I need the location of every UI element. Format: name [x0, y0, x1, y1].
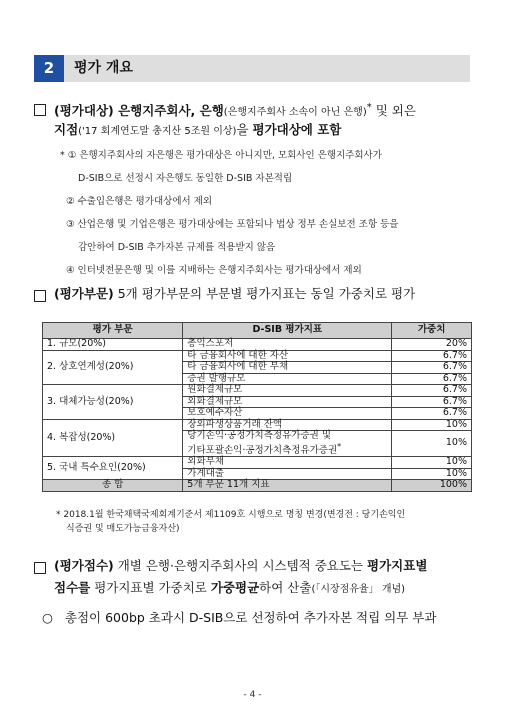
category-cell: 5. 국내 특수요인(20%)	[43, 457, 183, 480]
para-category	[54, 282, 415, 306]
header-indicator: D-SIB 평가지표	[183, 323, 392, 339]
label-category: (평가부문)	[54, 286, 114, 301]
market-share-note: (「시장점유율」 개념)	[311, 584, 406, 595]
total-label: 종 합	[43, 480, 183, 492]
indicator-cell: 증권 발행규모	[183, 373, 392, 385]
weight-cell: 10%	[392, 468, 472, 480]
target-entities: 은행지주회사, 은행	[113, 103, 224, 119]
indicator-cell: 원화결제규모	[183, 385, 392, 397]
total-weight: 100%	[392, 480, 472, 492]
para-threshold	[42, 606, 436, 630]
particle: 을	[236, 122, 253, 137]
category-cell: 1. 규모(20%)	[43, 339, 183, 351]
para-target-line2	[54, 118, 341, 144]
score-emph: 평가지표별	[367, 558, 428, 573]
weighted-avg: 가중평균	[210, 580, 260, 595]
weight-cell: 10%	[392, 419, 472, 431]
circle-bullet: ○	[42, 610, 53, 625]
footnote-mark: *	[337, 441, 342, 451]
footnote-line: * 2018.1월 한국채택국제회계기준서 제1109호 시행으로 명칭 변경(변경전 : 당기손익인	[56, 510, 406, 520]
branch-word: 지점	[54, 122, 79, 137]
note-line: ② 수출입은행은 평가대상에서 제외	[66, 196, 213, 207]
indicator-cell: 보호예수자산	[183, 408, 392, 420]
table-total-row	[43, 480, 472, 492]
weight-cell: 6.7%	[392, 408, 472, 420]
indicator-cell: 타 금융회사에 대한 부채	[183, 362, 392, 374]
score-desc3: 하여 산출	[259, 580, 312, 595]
indicator-cell: 장외파생상품거래 잔액	[183, 419, 392, 431]
label-target: (평가대상)	[54, 103, 114, 119]
table-header-row	[43, 323, 472, 339]
category-cell: 4. 복잡성(20%)	[43, 419, 183, 457]
header-category: 평가 부문	[43, 323, 183, 339]
table-row	[43, 385, 472, 397]
weight-cell: 10%	[392, 431, 472, 457]
weight-cell: 6.7%	[392, 350, 472, 362]
page-number: - 4 -	[243, 690, 262, 700]
note-line: 감안하여 D-SIB 추가자본 규제를 적용받지 않음	[78, 242, 276, 253]
include-target: 평가대상에 포함	[252, 122, 342, 137]
indicator-cell: 총익스포저	[183, 339, 392, 351]
indicator-cell: 외화결제규모	[183, 396, 392, 408]
indicator-cell: 타 금융회사에 대한 자산	[183, 350, 392, 362]
para-score-line2	[54, 576, 405, 602]
section-number: 2	[34, 55, 64, 82]
footnote-mark: *	[366, 102, 372, 113]
table-row	[43, 419, 472, 431]
checkbox-bullet	[34, 104, 46, 116]
note-line: D-SIB으로 선정시 자은행도 동일한 D-SIB 자본적립	[78, 173, 293, 184]
table-row	[43, 457, 472, 469]
note-line: ③ 산업은행 및 기업은행은 평가대상에는 포함되나 법상 정부 손실보전 조항 등을	[66, 219, 399, 230]
score-desc2: 평가지표별 가중치로	[90, 580, 211, 595]
target-note: (은행지주회사 소속이 아닌 은행)	[223, 107, 367, 119]
total-indicator: 5개 부문 11개 지표	[183, 480, 392, 492]
indicator-cell	[183, 431, 392, 457]
threshold-text: 총점이 600bp 초과시 D-SIB으로 선정하여 추가자본 적립 의무 부과	[64, 610, 437, 625]
table-row	[43, 339, 472, 351]
checkbox-bullet	[34, 562, 46, 574]
evaluation-table	[42, 322, 472, 492]
weight-cell: 10%	[392, 457, 472, 469]
category-cell: 3. 대체가능성(20%)	[43, 385, 183, 420]
weight-cell: 6.7%	[392, 373, 472, 385]
indicator-line-text: 기타포괄손익·공정가치측정유가증권	[187, 444, 338, 456]
weight-cell: 6.7%	[392, 362, 472, 374]
para-score-line1	[54, 554, 427, 578]
indicator-line: 당기손익·공정가치측정유가증권 및	[187, 430, 331, 441]
checkbox-bullet	[34, 290, 46, 302]
section-title: 평가 개요	[74, 60, 133, 76]
note-line: ④ 인터넷전문은행 및 이를 지배하는 은행지주회사는 평가대상에서 제외	[66, 265, 362, 276]
score-word: 점수를	[54, 580, 91, 595]
score-desc: 개별 은행·은행지주회사의 시스템적 중요도는	[113, 558, 368, 573]
indicator-cell: 가계대출	[183, 468, 392, 480]
asset-criterion: ('17 회계연도말 총지산 5조원 이상)	[78, 126, 237, 137]
indicator-cell: 외화부채	[183, 457, 392, 469]
header-weight: 가중치	[392, 323, 472, 339]
section-header	[34, 55, 470, 82]
note-line: * ① 은행지주회사의 자은행은 평가대상은 아니지만, 모회사인 은행지주회사가	[60, 150, 382, 161]
category-cell: 2. 상호연계성(20%)	[43, 350, 183, 385]
weight-cell: 6.7%	[392, 385, 472, 397]
indicator-line	[187, 442, 387, 457]
footnote-line: 식증권 및 매도가능금융자산)	[66, 524, 180, 534]
label-score: (평가점수)	[54, 558, 114, 573]
category-desc: 5개 평가부문의 부문별 평가지표는 동일 가중치로 평가	[113, 286, 416, 301]
weight-cell: 20%	[392, 339, 472, 351]
table-row	[43, 350, 472, 362]
target-and-foreign: 및 외은	[371, 103, 416, 119]
weight-cell: 6.7%	[392, 396, 472, 408]
